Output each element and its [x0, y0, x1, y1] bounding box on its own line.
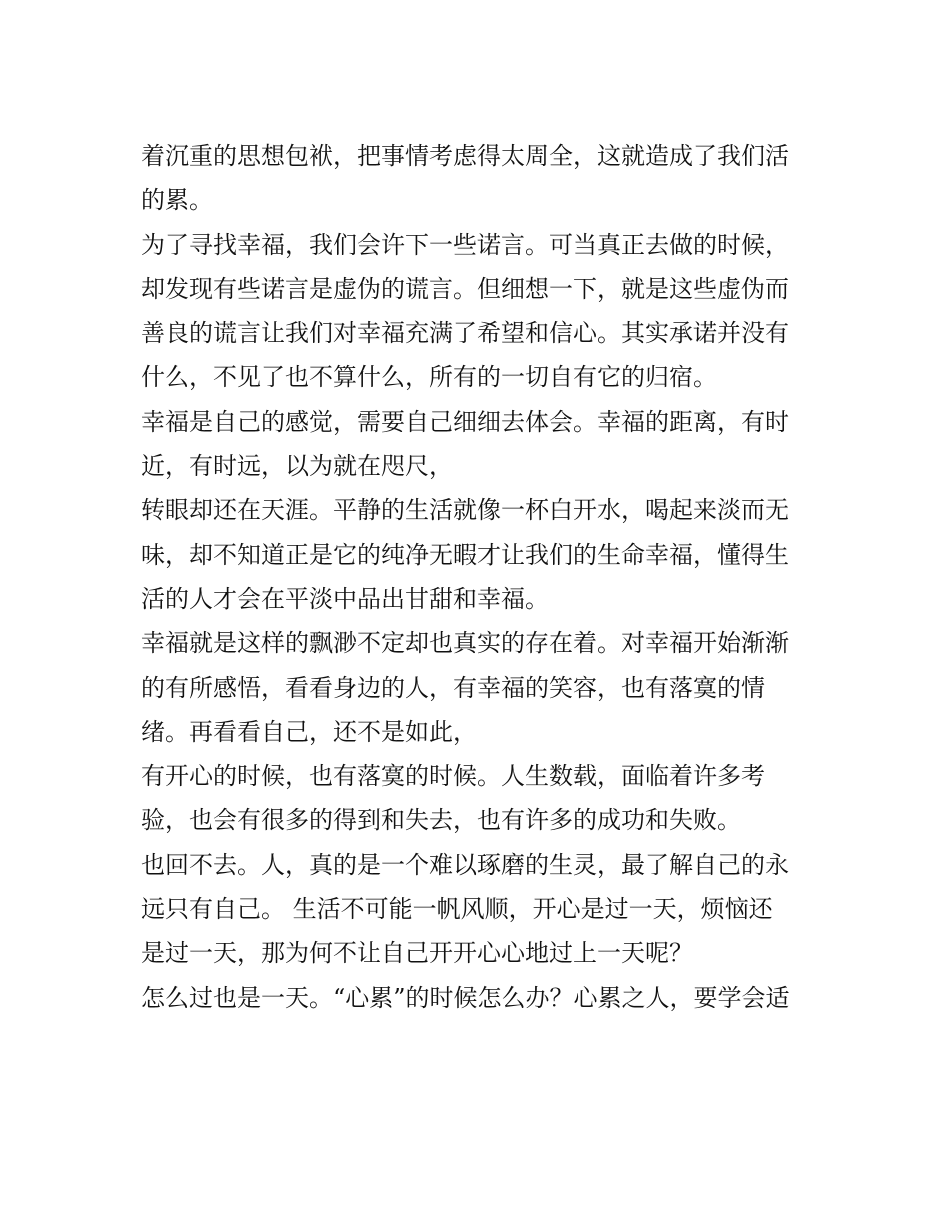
text-line: 善良的谎言让我们对幸福充满了希望和信心。其实承诺并没有	[141, 319, 789, 348]
text-line: 是过一天，那为何不让自己开开心心地过上一天呢？	[141, 939, 693, 968]
text-line: 绪。再看看自己，还不是如此，	[141, 717, 477, 746]
text-line: 验，也会有很多的得到和失去，也有许多的成功和失败。	[141, 806, 741, 835]
text-line: 为了寻找幸福，我们会许下一些诺言。可当真正去做的时候，	[141, 230, 789, 259]
text-line: 的有所感悟，看看身边的人，有幸福的笑容，也有落寞的情	[141, 673, 765, 702]
text-line: 近，有时远，以为就在咫尺，	[141, 452, 453, 481]
text-line: 着沉重的思想包袱，把事情考虑得太周全，这就造成了我们活	[141, 142, 789, 170]
text-line: 味，却不知道正是它的纯净无暇才让我们的生命幸福，懂得生	[141, 540, 789, 569]
text-body	[141, 134, 821, 1020]
text-line: 什么，不见了也不算什么，所有的一切自有它的归宿。	[141, 363, 717, 392]
text-line: 怎么过也是一天。“心累”的时候怎么办？心累之人，要学会适	[141, 983, 790, 1012]
text-line: 转眼却还在天涯。平静的生活就像一杯白开水，喝起来淡而无	[141, 496, 789, 525]
text-line: 的累。	[141, 186, 213, 215]
text-line: 幸福就是这样的飘渺不定却也真实的存在着。对幸福开始渐渐	[141, 629, 789, 658]
text-line: 也回不去。人，真的是一个难以琢磨的生灵，最了解自己的永	[141, 850, 789, 879]
text-line: 远只有自己。 生活不可能一帆风顺，开心是过一天，烦恼还	[141, 895, 773, 924]
text-line: 却发现有些诺言是虚伪的谎言。但细想一下，就是这些虚伪而	[141, 274, 789, 303]
text-line: 活的人才会在平淡中品出甘甜和幸福。	[141, 584, 549, 613]
text-line: 幸福是自己的感觉，需要自己细细去体会。幸福的距离，有时	[141, 407, 789, 436]
text-line: 有开心的时候，也有落寞的时候。人生数载，面临着许多考	[141, 762, 765, 791]
